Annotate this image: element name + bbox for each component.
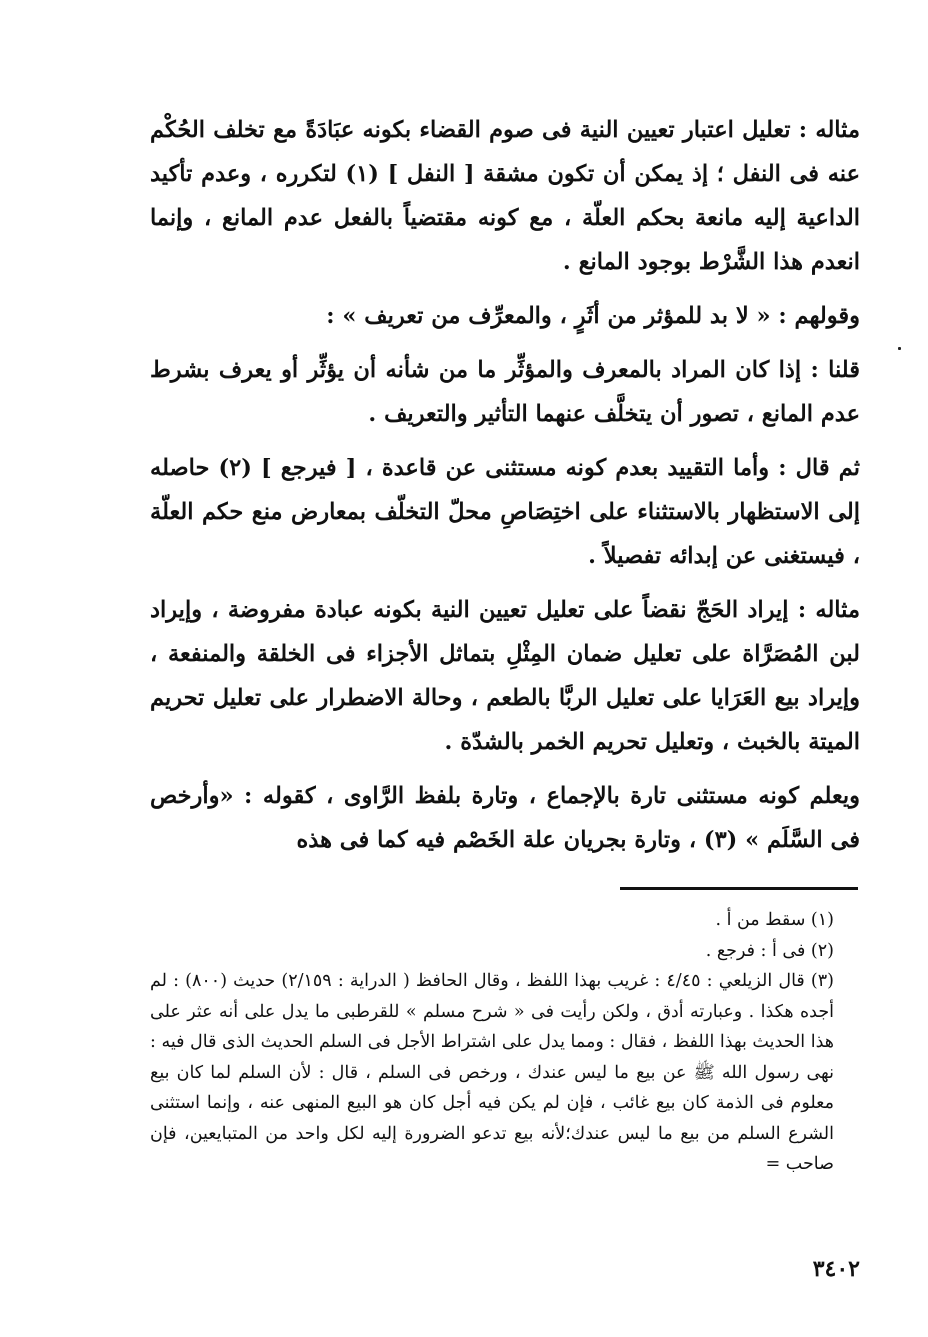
paragraph-text: وقولهم : « لا بد للمؤثر من أثَرٍ ، والمعرِّف من تعريف » : bbox=[326, 303, 860, 329]
paragraph-text: مثاله : إيراد الحَجّ نقضاً على تعليل تعيين النية بكونه عبادة مفروضة ، وإيراد لبن المُصَرَّاة على تعليل ضمان المِثْلِ بتماثل الأجزاء فى الخلقة والمنفعة ، وإيراد بيع العَرَايا على تعليل الربَّا بالطعم ، وحالة الاضطرار على تعليل تحريم الميتة بالخبث ، وتعليل تحريم الخمر بالشدّة . bbox=[150, 597, 860, 755]
footnotes-block bbox=[150, 905, 860, 1180]
footnote-separator-rule bbox=[620, 887, 858, 890]
paragraph-6 bbox=[150, 774, 860, 862]
paragraph-text: قلنا : إذا كان المراد بالمعرف والمؤثِّر ما من شأنه أن يؤثِّر أو يعرف بشرط عدم المانع ، تصور أن يتخلَّف عنهما التأثير والتعريف . bbox=[150, 357, 860, 427]
paragraph-3 bbox=[150, 348, 860, 436]
paragraph-5 bbox=[150, 588, 860, 764]
paragraph-2 bbox=[150, 294, 860, 338]
paragraph-text: مثاله : تعليل اعتبار تعيين النية فى صوم القضاء بكونه عبَادَةً مع تخلف الحُكْم عنه فى النفل ؛ إذ يمكن أن تكون مشقة [ النفل ] (١) لتكرره ، وعدم تأكيد الداعية إليه مانعة بحكم العلّة ، مع كونه مقتضياً بالفعل عدم المانع ، وإنما انعدم هذا الشَّرْط بوجود المانع . bbox=[150, 117, 860, 275]
paragraph-4 bbox=[150, 446, 860, 578]
paragraph-text: ثم قال : وأما التقييد بعدم كونه مستثنى عن قاعدة ، [ فيرجع ] (٢) حاصله إلى الاستظهار بالاستثناء على اختِصَاصِ محلّ التخلّف بمعارض منع حكم العلّة ، فيستغنى عن إبدائه تفصيلاً . bbox=[150, 455, 860, 569]
paragraph-text: ويعلم كونه مستثنى تارة بالإجماع ، وتارة بلفظ الرَّاوى ، كقوله : «وأرخص فى السَّلَم » (٣) ، وتارة بجريان علة الخَصْم فيه كما فى هذه bbox=[150, 783, 860, 853]
footnote-3: (٣) قال الزيلعي : ٤/٤٥ : غريب بهذا اللفظ ، وقال الحافظ ( الدراية : ٢/١٥٩) حديث (٨٠٠) : لم أجده هكذا . وعبارته أدق ، ولكن رأيت فى « شرح مسلم » للقرطبى ما يدل على أنه عثر على هذا الحديث بهذا اللفظ ، فقال : ومما يدل على اشتراط الأجل فى السلم الحديث الذى قال فيه : نهى رسول الله ﷺ عن بيع ما ليس عندك ، ورخص فى السلم ، قال : لأن السلم لما كان بيع معلوم فى الذمة كان بيع غائب ، فإن لم يكن فيه أجل كان هو البيع المنهى عنه ، وإنما استثنى الشرع السلم من بيع ما ليس عندك؛لأنه بيع تدعو الضرورة إليه لكل واحد من المتبايعين، فإن صاحب = bbox=[149, 971, 834, 1174]
main-text-block bbox=[150, 108, 860, 872]
page-number: ٣٤٠٢ bbox=[812, 1256, 860, 1282]
footnote-2: (٢) فى أ : فرجع . bbox=[705, 940, 834, 961]
paragraph-1 bbox=[150, 108, 860, 284]
footnote-1: (١) سقط من أ . bbox=[715, 910, 834, 930]
scan-speck bbox=[898, 347, 901, 350]
